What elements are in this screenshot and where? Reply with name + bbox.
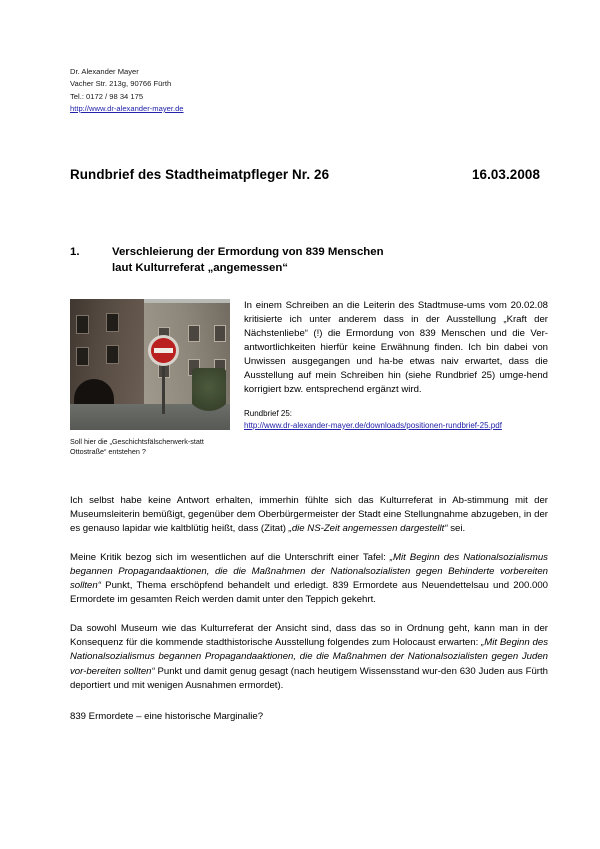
text-run: Punkt und damit genug gesagt (nach heutigem Wissensstand wur-den 630 Juden aus Fürth deportiert und mit wenigen Ausnahmen ermordet). [70, 665, 548, 691]
lead-paragraph: In einem Schreiben an die Leiterin des Stadtmuse-ums vom 20.02.08 kritisierte ich unter anderem dass in der Ausstellung „Kraft der Nächstenliebe“ (!) die Ermordung von 839 Menschen und die Ver-antwortlichkeiten hierfür keine Erwähnung finden. Ich bin dabei von Unwissen ausgegangen und ha-be etwas naiv erwartet, dass die Ausstellung auf mein Schreiben hin (siehe Rundbrief 25) umge-hend korrigiert bzw. entsprechend ergänzt wird. [244, 299, 548, 396]
section-heading [70, 244, 548, 276]
page-title: Rundbrief des Stadtheimatpfleger Nr. 26 [70, 167, 330, 183]
reference-link[interactable]: http://www.dr-alexander-mayer.de/downloads/positionen-rundbrief-25.pdf [244, 420, 502, 430]
text-run: „die NS-Zeit angemessen dargestellt“ [288, 522, 448, 534]
sender-phone: Tel.: 0172 / 98 34 175 [70, 91, 144, 101]
reference-block [244, 408, 548, 431]
text-run: Da sowohl Museum wie das Kulturreferat der Ansicht sind, dass das so in Ordnung geht, kann man in der Konsequenz für die kommende stadthistorische Ausstellung folgendes zum Holocaust erwarten: [70, 623, 548, 649]
sender-address: Vacher Str. 213g, 90766 Fürth [70, 79, 172, 89]
text-run: Meine Kritik bezog sich im wesentlichen auf die Unterschrift einer Tafel: [70, 551, 390, 563]
sender-name: Dr. Alexander Mayer [70, 67, 139, 76]
no-entry-sign-icon [148, 335, 179, 366]
figure [70, 299, 230, 459]
text-run: „Mit Beginn des Nationalsozialismus begannen Propagandaaktionen, die die Maßnahmen der Nationalsozialisten gegen Juden vor-bereiten sollten“ [70, 637, 548, 677]
photo-tree [192, 368, 226, 416]
section-title-line-1: Verschleierung der Ermordung von 839 Menschen [112, 246, 384, 259]
text-run: Punkt, Thema erschöpfend behandelt und erledigt. 839 Ermordete aus Neuendettelsau und 200.000 Ermordete im gesamten Reich werden damit unter den Teppich gekehrt. [70, 580, 548, 606]
text-run: „Mit Beginn des Nationalsozialismus begannen Propagandaaktionen, die die Maßnahmen der Nationalsozialisten gegen Behinderte vorbereiten sollten“ [70, 551, 548, 592]
figure-caption: Soll hier die „Geschichtsfälscherwerk-statt Ottostraße“ entstehen ? [70, 436, 204, 457]
document-date: 16.03.2008 [471, 167, 540, 183]
section-number: 1. [70, 246, 80, 259]
text-run: Ich selbst habe keine Antwort erhalten, immerhin fühlte sich das Kulturreferat in Ab-stimmung mit der Museumsleiterin bemüßigt, gegenüber dem Oberbürgermeister der Stadt eine Stellungnahme abzugeben, in der es genauso lapidar wie kaltblütig heißt, dass (Zitat) [70, 494, 548, 534]
paragraph-kritik [70, 551, 548, 607]
document-header [70, 167, 548, 182]
paragraph-antwort [70, 494, 548, 536]
illustrated-intro [70, 299, 548, 479]
reference-label: Rundbrief 25: [244, 409, 293, 419]
paragraph-holocaust [70, 622, 548, 692]
text-run: sei. [447, 522, 466, 534]
section-title-line-2: laut Kulturreferat „angemessen“ [112, 262, 288, 275]
sender-website-link[interactable]: http://www.dr-alexander-mayer.de [70, 103, 184, 113]
closing-line: 839 Ermordete – eine historische Marginalie? [70, 710, 264, 722]
street-photo [70, 299, 230, 430]
sender-block [70, 66, 548, 115]
